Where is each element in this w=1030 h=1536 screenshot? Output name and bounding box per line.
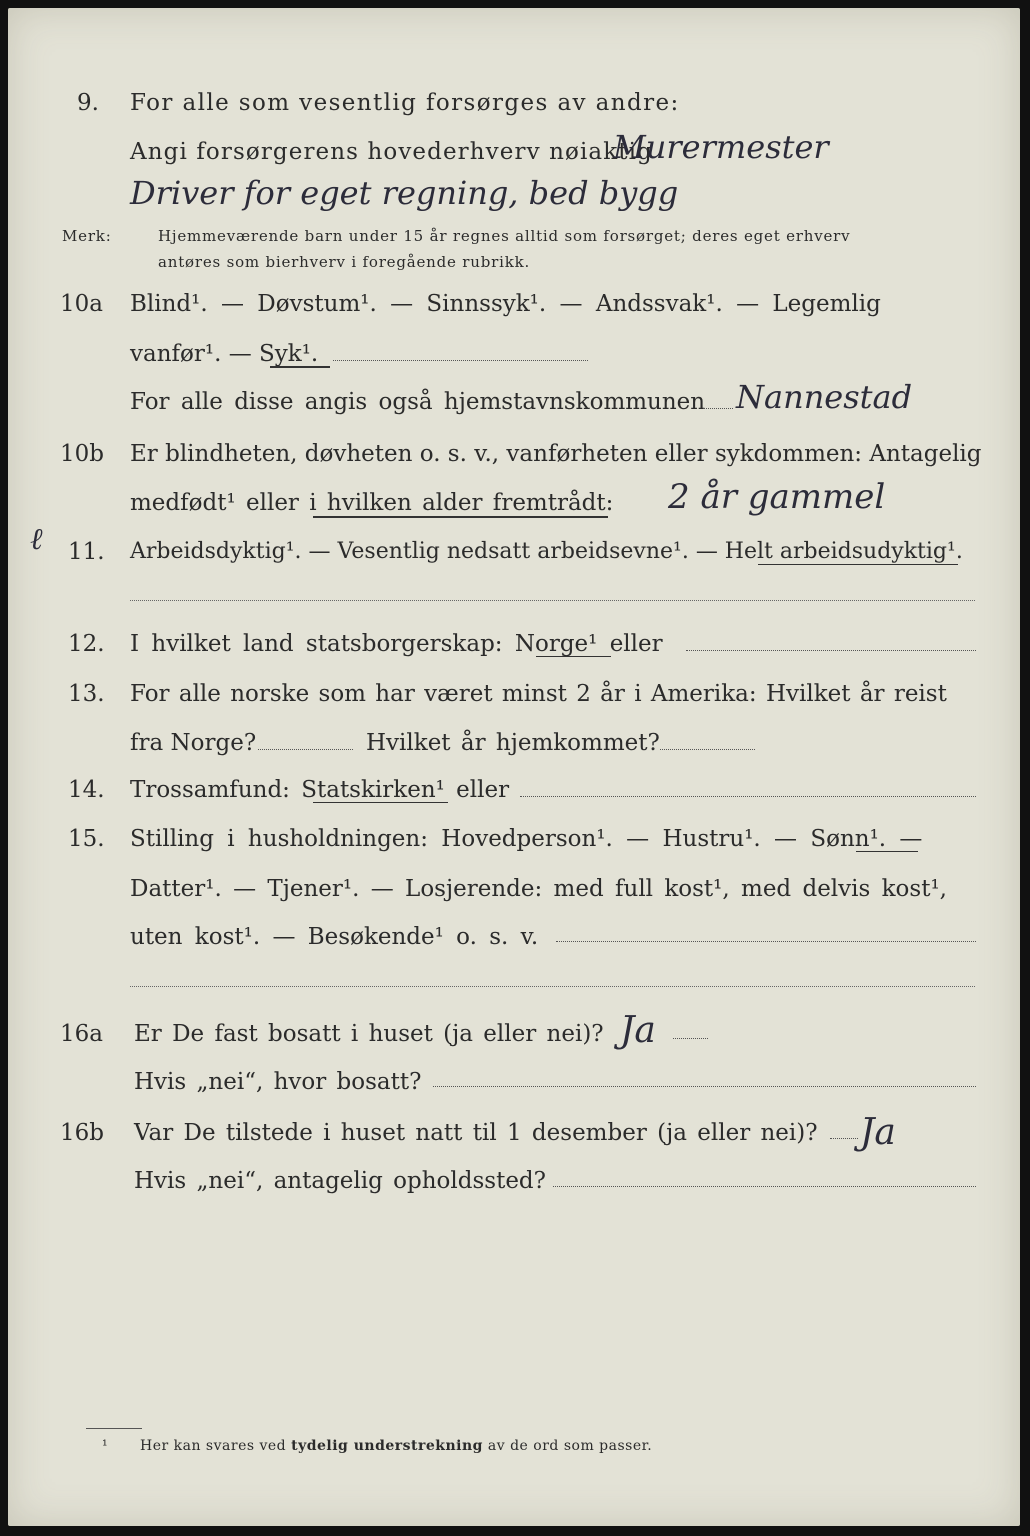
q10b-underline [313,516,608,518]
q15-underline-sonn [856,851,918,852]
q16b-dotted-line-2 [553,1186,976,1187]
q13-line2a: fra Norge? [130,730,257,756]
q16b-dotted-line-1 [830,1138,858,1139]
merk-label: Merk: [62,227,112,245]
footnote-rule [86,1428,142,1429]
q13-dotted-line-1 [258,749,353,750]
q16a-line1: Er De fast bosatt i huset (ja eller nei)? [134,1021,604,1047]
q13-line1: For alle norske som har været minst 2 år i Amerika: Hvilket år reist [130,681,947,707]
q13-number: 13. [68,681,105,707]
q16b-line2: Hvis „nei“, antagelig opholdssted? [134,1168,546,1194]
q16a-line2: Hvis „nei“, hvor bosatt? [134,1069,422,1095]
q10b-number: 10b [60,441,104,467]
q15-line2: Datter¹. — Tjener¹. — Losjerende: med full kost¹, med delvis kost¹, [130,876,947,902]
footnote-marker: ¹ [102,1438,109,1454]
q10b-line1: Er blindheten, døvheten o. s. v., vanførheten eller sykdommen: Antagelig [130,441,982,467]
margin-pencil-mark: ℓ [30,522,43,557]
q10a-handwritten-answer: Nannestad [736,378,913,416]
q15-dotted-rule [130,986,975,987]
q10b-line2: medfødt¹ eller i hvilken alder fremtrådt: [130,490,614,516]
q14-underline-statskirken [313,802,448,803]
q15-line1: Stilling i husholdningen: Hovedperson¹. — Hustru¹. — Sønn¹. — [130,826,923,852]
q10a-line1: Blind¹. — Døvstum¹. — Sinnssyk¹. — Andssvak¹. — Legemlig [130,291,881,317]
q16b-number: 16b [60,1120,104,1146]
q10a-dotted-line [333,360,588,361]
q14-line1: Trossamfund: Statskirken¹ eller [130,777,510,803]
footnote-text-a: Her kan svares ved [140,1438,287,1454]
footnote-text-c: av de ord som passer. [487,1438,653,1454]
q10a-number: 10a [60,291,103,317]
q9-handwritten-answer-2: Driver for eget regning, bed bygg [130,174,679,212]
q12-dotted-line [686,650,976,651]
footnote-text [140,1438,652,1454]
q16b-line1: Var De tilstede i huset natt til 1 desember (ja eller nei)? [134,1120,818,1146]
q15-line3: uten kost¹. — Besøkende¹ o. s. v. [130,924,539,950]
q9-line2: Angi forsørgerens hovederhverv nøiaktig [130,139,653,165]
q10b-handwritten-answer: 2 år gammel [668,477,886,517]
q10a-line3: For alle disse angis også hjemstavnskommunen [130,389,706,415]
merk-line2: antøres som bierhverv i foregående rubrikk. [158,253,531,271]
q14-dotted-line [520,796,976,797]
q16a-dotted-line-1 [673,1038,708,1039]
q10a-dotted-line-2 [703,408,733,409]
q9-number: 9. [77,90,99,116]
q12-number: 12. [68,631,105,657]
q12-line1: I hvilket land statsborgerskap: Norge¹ eller [130,631,663,657]
q16b-handwritten-answer: Ja [860,1112,896,1153]
q11-underline [758,564,958,565]
q12-underline-norge [536,656,611,657]
q16a-dotted-line-2 [433,1086,976,1087]
q13-line2b: Hvilket år hjemkommet? [366,730,660,756]
q16a-number: 16a [60,1021,103,1047]
q13-dotted-line-2 [660,749,755,750]
q11-dotted-rule [130,600,975,601]
q15-number: 15. [68,826,105,852]
q14-number: 14. [68,777,105,803]
footnote-text-b: tydelig understrekning [291,1438,483,1454]
q9-line1: For alle som vesentlig forsørges av andre: [130,90,680,116]
q11-number: 11. [68,539,105,565]
q10a-line2: vanfør¹. — Syk¹. [130,341,319,367]
census-form-page [8,8,1020,1526]
q15-dotted-line [556,941,976,942]
q10a-underline-syk [270,366,330,368]
merk-line1: Hjemmeværende barn under 15 år regnes alltid som forsørget; deres eget erhverv [158,227,851,245]
q9-handwritten-answer-1: Murermester [613,128,829,166]
q11-line1: Arbeidsdyktig¹. — Vesentlig nedsatt arbeidsevne¹. — Helt arbeidsudyktig¹. [130,539,963,564]
q16a-handwritten-answer: Ja [620,1010,656,1051]
